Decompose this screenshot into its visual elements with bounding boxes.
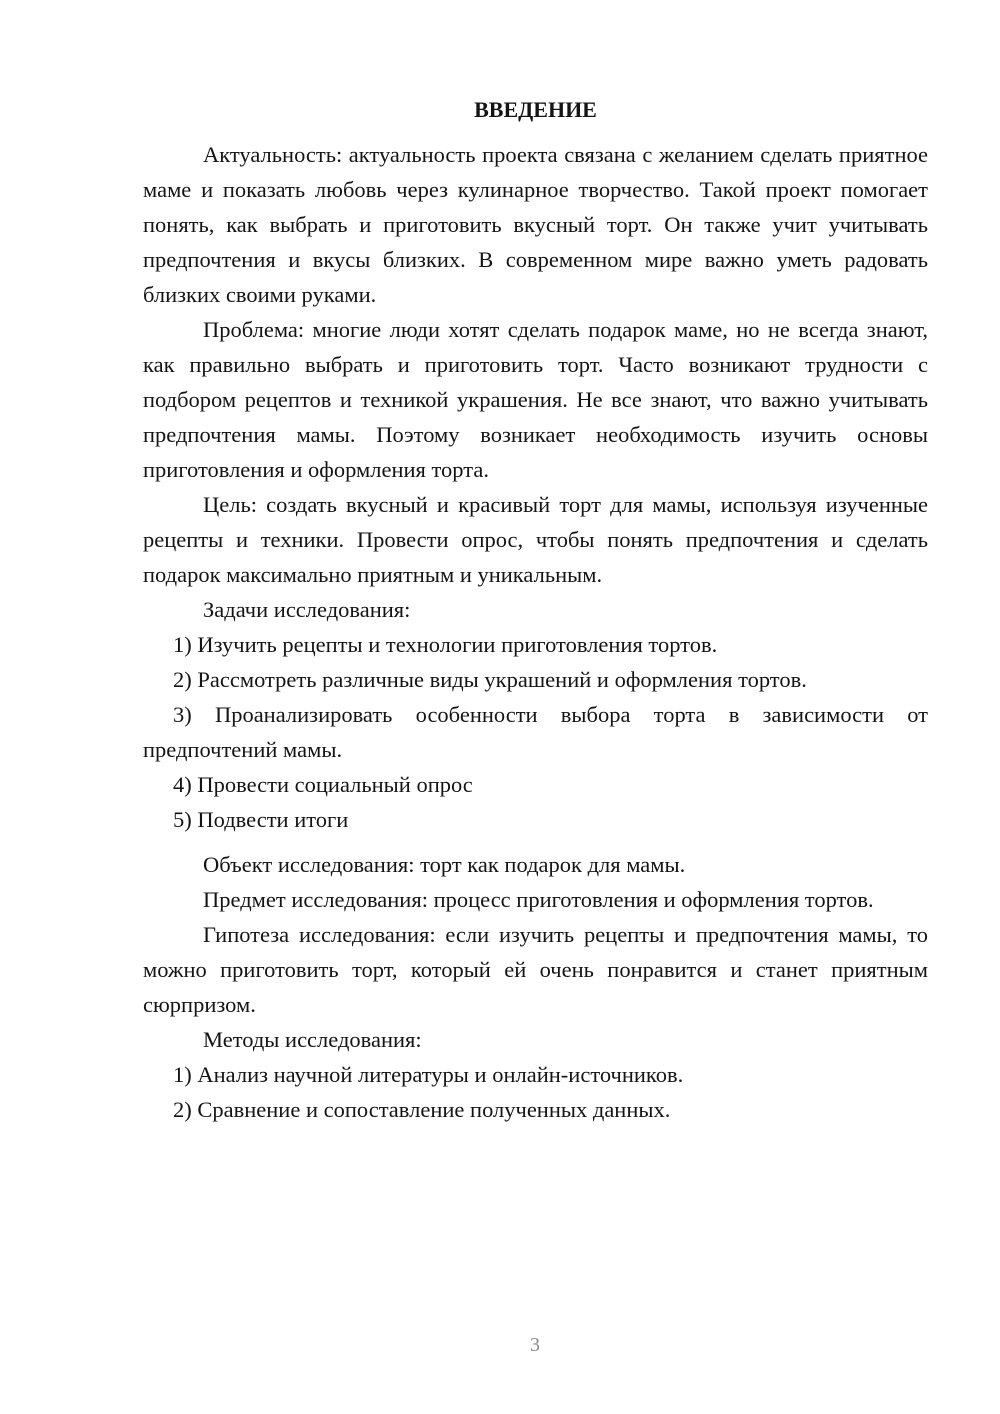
- task-item: 1) Изучить рецепты и технологии приготовления тортов.: [173, 632, 718, 657]
- page-number: 3: [530, 1334, 540, 1356]
- hypothesis-paragraph: Гипотеза исследования: если изучить рецепты и предпочтения мамы, то можно приготовить торт, который ей очень понравится и станет приятным сюрпризом.: [143, 922, 928, 1017]
- task-item: 4) Провести социальный опрос: [173, 772, 473, 797]
- task-item: 5) Подвести итоги: [173, 807, 349, 832]
- tasks-heading: Задачи исследования:: [203, 597, 411, 622]
- relevance-paragraph: Актуальность: актуальность проекта связана с желанием сделать приятное маме и показать любовь через кулинарное творчество. Такой проект помогает понять, как выбрать и приготовить вкусный торт. Он также учит учитывать предпочтения и вкусы близких. В современном мире важно уметь радовать близких своими руками.: [143, 142, 928, 307]
- problem-paragraph: Проблема: многие люди хотят сделать подарок маме, но не всегда знают, как правильно выбрать и приготовить торт. Часто возникают трудности с подбором рецептов и техникой украшения. Не все знают, что важно учитывать предпочтения мамы. Поэтому возникает необходимость изучить основы приготовления и оформления торта.: [143, 317, 928, 482]
- method-item: 2) Сравнение и сопоставление полученных данных.: [173, 1097, 671, 1122]
- task-item: 3) Проанализировать особенности выбора торта в зависимости от предпочтений мамы.: [143, 702, 928, 762]
- page-title: ВВЕДЕНИЕ: [474, 97, 597, 122]
- document-body: [143, 92, 928, 1127]
- goal-paragraph: Цель: создать вкусный и красивый торт для мамы, используя изученные рецепты и техники. Провести опрос, чтобы понять предпочтения и сделать подарок максимально приятным и уникальным.: [143, 492, 928, 587]
- subject-paragraph: Предмет исследования: процесс приготовления и оформления тортов.: [203, 887, 874, 912]
- method-item: 1) Анализ научной литературы и онлайн-источников.: [173, 1062, 684, 1087]
- task-item: 2) Рассмотреть различные виды украшений и оформления тортов.: [173, 667, 807, 692]
- object-paragraph: Объект исследования: торт как подарок для мамы.: [203, 852, 686, 877]
- methods-heading: Методы исследования:: [203, 1027, 422, 1052]
